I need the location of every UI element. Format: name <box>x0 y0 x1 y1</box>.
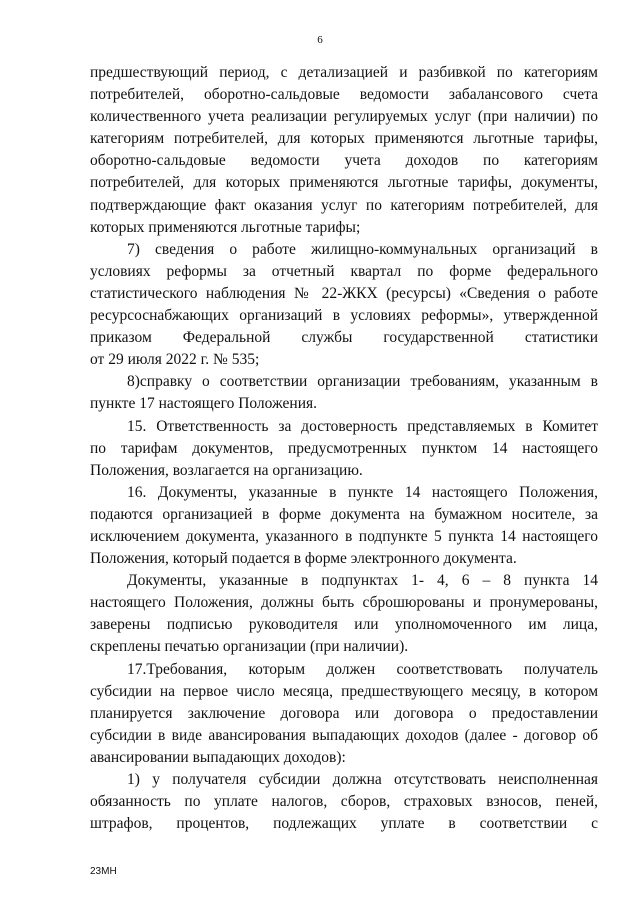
text-line: количественного учета реализации регулируемых услуг (при наличии) по <box>90 108 598 126</box>
text-line: статистического наблюдения № 22-ЖКХ (ресурсы) «Сведения о работе <box>90 284 598 302</box>
text-line: заверены подписью руководителя или уполномоченного им лица, <box>90 616 598 634</box>
text-line: Положения, возлагается на организацию. <box>90 461 363 479</box>
text-line: авансировании выпадающих доходов): <box>90 748 346 766</box>
text-line: исключением документа, указанного в подпункте 5 пункта 14 настоящего <box>90 527 598 545</box>
text-line: Положения, который подается в форме электронного документа. <box>90 550 517 568</box>
paragraph <box>90 482 598 570</box>
text-line: 8)справку о соответствии организации требованиям, указанным в <box>127 373 598 391</box>
text-line: потребителей, оборотно-сальдовые ведомости забалансового счета <box>90 86 598 104</box>
text-line: 15. Ответственность за достоверность представляемых в Комитет <box>127 417 598 435</box>
text-line: настоящего Положения, должны быть сброшюрованы и пронумерованы, <box>90 594 598 612</box>
text-line: оборотно-сальдовые ведомости учета доходов по категориям <box>90 152 598 170</box>
document-body <box>90 62 598 835</box>
paragraph <box>90 659 598 769</box>
text-line: обязанность по уплате налогов, сборов, страховых взносов, пеней, <box>90 793 598 811</box>
text-line: подтверждающие факт оказания услуг по категориям потребителей, для <box>90 196 598 214</box>
text-line: категориям потребителей, для которых применяются льготные тарифы, <box>90 130 598 148</box>
text-line: субсидии в виде авансирования выпадающих доходов (далее - договор об <box>90 726 598 744</box>
paragraph <box>90 769 598 835</box>
text-line: 17.Требования, которым должен соответствовать получатель <box>127 660 598 678</box>
text-line: 7) сведения о работе жилищно-коммунальных организаций в <box>127 240 598 258</box>
paragraph <box>90 416 598 482</box>
text-line: планируется заключение договора или договора о предоставлении <box>90 704 598 722</box>
text-line: ресурсоснабжающих организаций в условиях реформы», утвержденной <box>90 307 598 325</box>
paragraph <box>90 570 598 658</box>
text-line: приказом Федеральной службы государственной статистики <box>90 329 598 347</box>
text-line: пункте 17 настоящего Положения. <box>90 395 318 413</box>
footer-code: 23МН <box>90 866 117 877</box>
text-line: которых применяются льготные тарифы; <box>90 218 361 236</box>
text-line: Документы, указанные в подпунктах 1- 4, 6 – 8 пункта 14 <box>127 572 598 590</box>
text-line: условиях реформы за отчетный квартал по форме федерального <box>90 262 598 280</box>
text-line: по тарифам документов, предусмотренных пунктом 14 настоящего <box>90 439 598 457</box>
text-line: от 29 июля 2022 г. № 535; <box>90 351 260 369</box>
paragraph <box>90 62 598 239</box>
text-line: потребителей, для которых применяются льготные тарифы, документы, <box>90 174 598 192</box>
text-line: скреплены печатью организации (при наличии). <box>90 638 409 656</box>
text-line: штрафов, процентов, подлежащих уплате в соответствии с <box>90 815 598 833</box>
text-line: подаются организацией в форме документа на бумажном носителе, за <box>90 505 598 523</box>
text-line: предшествующий период, с детализацией и разбивкой по категориям <box>90 64 598 81</box>
text-line: субсидии на первое число месяца, предшествующего месяцу, в котором <box>90 682 598 700</box>
paragraph <box>90 239 598 372</box>
page-number: 6 <box>317 34 323 46</box>
text-line: 16. Документы, указанные в пункте 14 настоящего Положения, <box>127 483 598 501</box>
paragraph <box>90 371 598 415</box>
text-line: 1) у получателя субсидии должна отсутствовать неисполненная <box>127 771 598 788</box>
